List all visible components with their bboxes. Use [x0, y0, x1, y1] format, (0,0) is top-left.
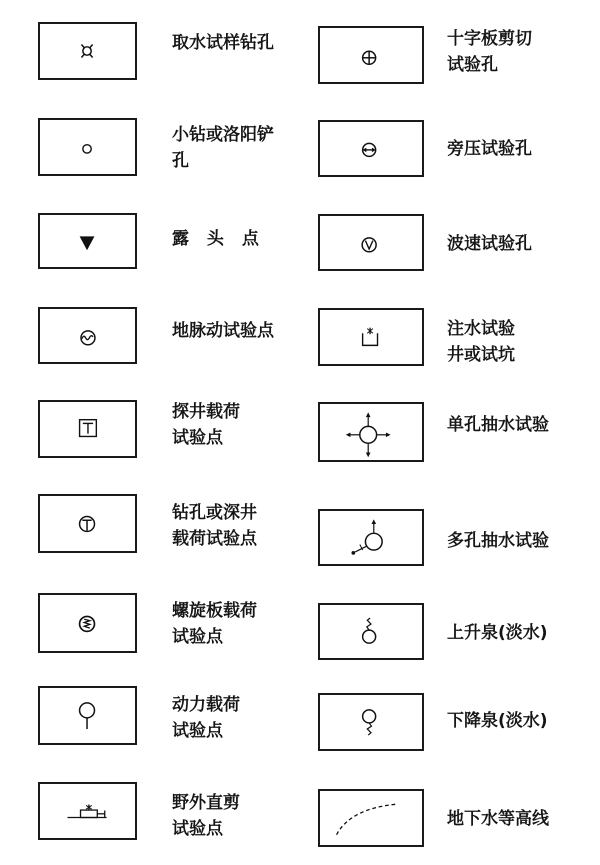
spring-down-icon: [320, 695, 422, 749]
symbol-box-microtremor: [38, 307, 137, 364]
wave-circle-icon: [40, 309, 135, 362]
symbol-box-spring-up: [318, 603, 424, 660]
legend-label-multi-pumping: 多孔抽水试验: [447, 531, 549, 551]
drill-sample-icon: [40, 24, 135, 78]
legend-label-vane-shear: 十字板剪切 试验孔: [447, 29, 532, 75]
legend-label-pressuremeter: 旁压试验孔: [447, 139, 532, 159]
symbol-box-pressuremeter: [318, 120, 424, 177]
circle-stem-icon: [40, 688, 135, 743]
injection-pit-icon: [320, 310, 422, 364]
symbol-box-direct-shear: [38, 782, 137, 840]
legend-label-outcrop: 露 头 点: [172, 229, 265, 249]
legend-label-injection: 注水试验 井或试坑: [447, 319, 515, 365]
symbol-box-single-pumping: [318, 402, 424, 462]
circle-double-arrow-icon: [320, 122, 422, 175]
symbol-box-outcrop: [38, 213, 137, 269]
symbol-box-screw-plate: [38, 593, 137, 653]
symbol-box-drill-sample: [38, 22, 137, 80]
t-square-icon: [40, 402, 135, 456]
symbol-box-pit-load: [38, 400, 137, 458]
shear-block-icon: [40, 784, 135, 838]
dashed-curve-icon: [320, 791, 422, 845]
circle-v-icon: [320, 216, 422, 269]
symbol-box-vane-shear: [318, 26, 424, 84]
spiral-circle-icon: [40, 595, 135, 651]
legend-label-screw-plate: 螺旋板载荷 试验点: [172, 601, 257, 647]
legend-label-borehole-load: 钻孔或深井 载荷试验点: [172, 503, 257, 549]
small-circle-icon: [40, 120, 135, 174]
legend-label-wave-velocity: 波速试验孔: [447, 234, 532, 254]
legend-label-dynamic-load: 动力载荷 试验点: [172, 695, 240, 741]
legend-label-contour: 地下水等高线: [447, 809, 549, 829]
legend-label-direct-shear: 野外直剪 试验点: [172, 793, 240, 839]
symbol-box-contour: [318, 789, 424, 847]
symbol-box-multi-pumping: [318, 509, 424, 566]
filled-triangle-icon: [40, 215, 135, 267]
t-circle-icon: [40, 496, 135, 551]
symbol-box-small-drill: [38, 118, 137, 176]
symbol-box-borehole-load: [38, 494, 137, 553]
symbol-box-injection: [318, 308, 424, 366]
legend-label-spring-up: 上升泉(淡水): [447, 623, 548, 643]
symbol-box-dynamic-load: [38, 686, 137, 745]
legend-label-drill-sample: 取水试样钻孔: [172, 33, 274, 53]
symbol-box-wave-velocity: [318, 214, 424, 271]
legend-label-small-drill: 小钻或洛阳铲 孔: [172, 125, 274, 171]
circle-pumping-icon: [320, 511, 422, 564]
legend-label-pit-load: 探井载荷 试验点: [172, 402, 240, 448]
legend-label-spring-down: 下降泉(淡水): [447, 711, 548, 731]
symbol-box-spring-down: [318, 693, 424, 751]
legend-label-single-pumping: 单孔抽水试验: [447, 415, 549, 435]
circle-plus-icon: [320, 28, 422, 82]
legend-label-microtremor: 地脉动试验点: [172, 321, 274, 341]
circle-four-arrows-icon: [320, 404, 422, 460]
spring-up-icon: [320, 605, 422, 658]
